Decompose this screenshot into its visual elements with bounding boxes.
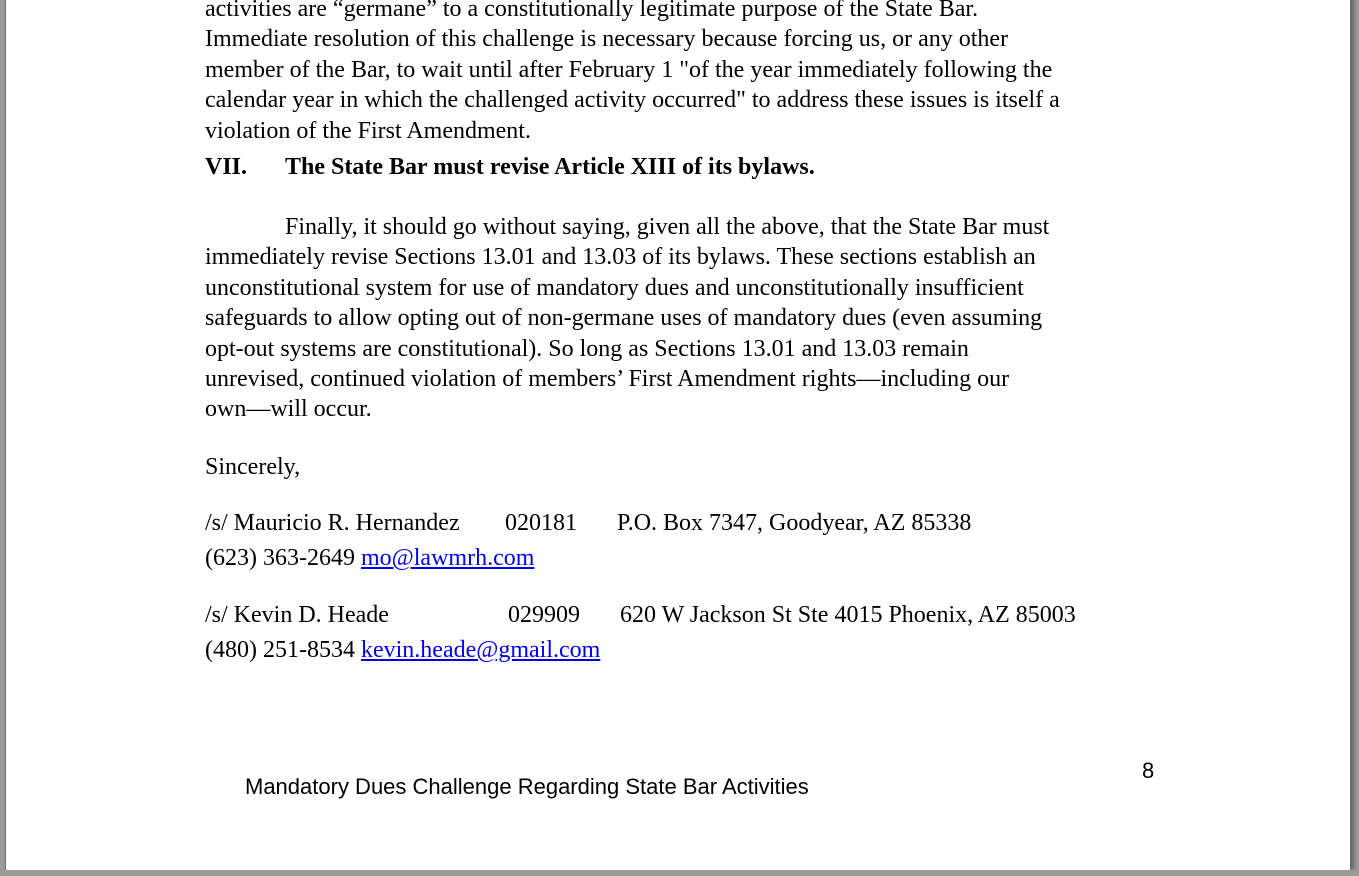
signatory-name: /s/ Kevin D. Heade <box>205 602 389 628</box>
top-paragraph <box>205 0 1165 146</box>
paragraph-line: member of the Bar, to wait until after February 1 "of the year immediately following the <box>205 56 1053 83</box>
page-footer: Mandatory Dues Challenge Regarding State Bar Activities <box>245 774 809 799</box>
section-title: The State Bar must revise Article XIII of its bylaws. <box>285 154 815 180</box>
viewer-background <box>0 870 1359 876</box>
document-page <box>5 0 1351 870</box>
paragraph-line: immediately revise Sections 13.01 and 13.03 of its bylaws. These sections establish an <box>205 244 1036 271</box>
signatory-address: 620 W Jackson St Ste 4015 Phoenix, AZ 85003 <box>620 602 1076 628</box>
email-link[interactable]: kevin.heade@gmail.com <box>360 637 601 663</box>
paragraph-line: unrevised, continued violation of members’ First Amendment rights—including our <box>205 366 1010 393</box>
signatory-phone: (623) 363-2649 <box>205 545 355 571</box>
paragraph-line: calendar year in which the challenged activity occurred" to address these issues is itself a <box>205 87 1060 114</box>
section-heading <box>205 154 815 181</box>
paragraph-line: violation of the First Amendment. <box>205 117 531 144</box>
body-paragraph <box>205 212 1165 425</box>
signatory-phone: (480) 251-8534 <box>205 637 355 663</box>
paragraph-line: own—will occur. <box>205 396 372 423</box>
page-number: 8 <box>1142 758 1155 783</box>
paragraph-line: activities are “germane” to a constitutionally legitimate purpose of the State Bar. <box>205 0 979 22</box>
email-link[interactable]: mo@lawmrh.com <box>360 545 535 571</box>
signatory-name: /s/ Mauricio R. Hernandez <box>205 510 460 536</box>
paragraph-line: Finally, it should go without saying, given all the above, that the State Bar must <box>285 214 1050 240</box>
section-number: VII. <box>205 154 248 180</box>
paragraph-line: safeguards to allow opting out of non-germane uses of mandatory dues (even assuming <box>205 305 1043 332</box>
bar-number: 020181 <box>505 510 577 536</box>
paragraph-line: opt-out systems are constitutional). So long as Sections 13.01 and 13.03 remain <box>205 335 969 362</box>
signatory-address: P.O. Box 7347, Goodyear, AZ 85338 <box>617 510 972 536</box>
closing: Sincerely, <box>205 454 301 480</box>
bar-number: 029909 <box>508 602 580 628</box>
paragraph-line: unconstitutional system for use of mandatory dues and unconstitutionally insufficient <box>205 274 1024 301</box>
paragraph-line: Immediate resolution of this challenge is necessary because forcing us, or any other <box>205 26 1009 53</box>
